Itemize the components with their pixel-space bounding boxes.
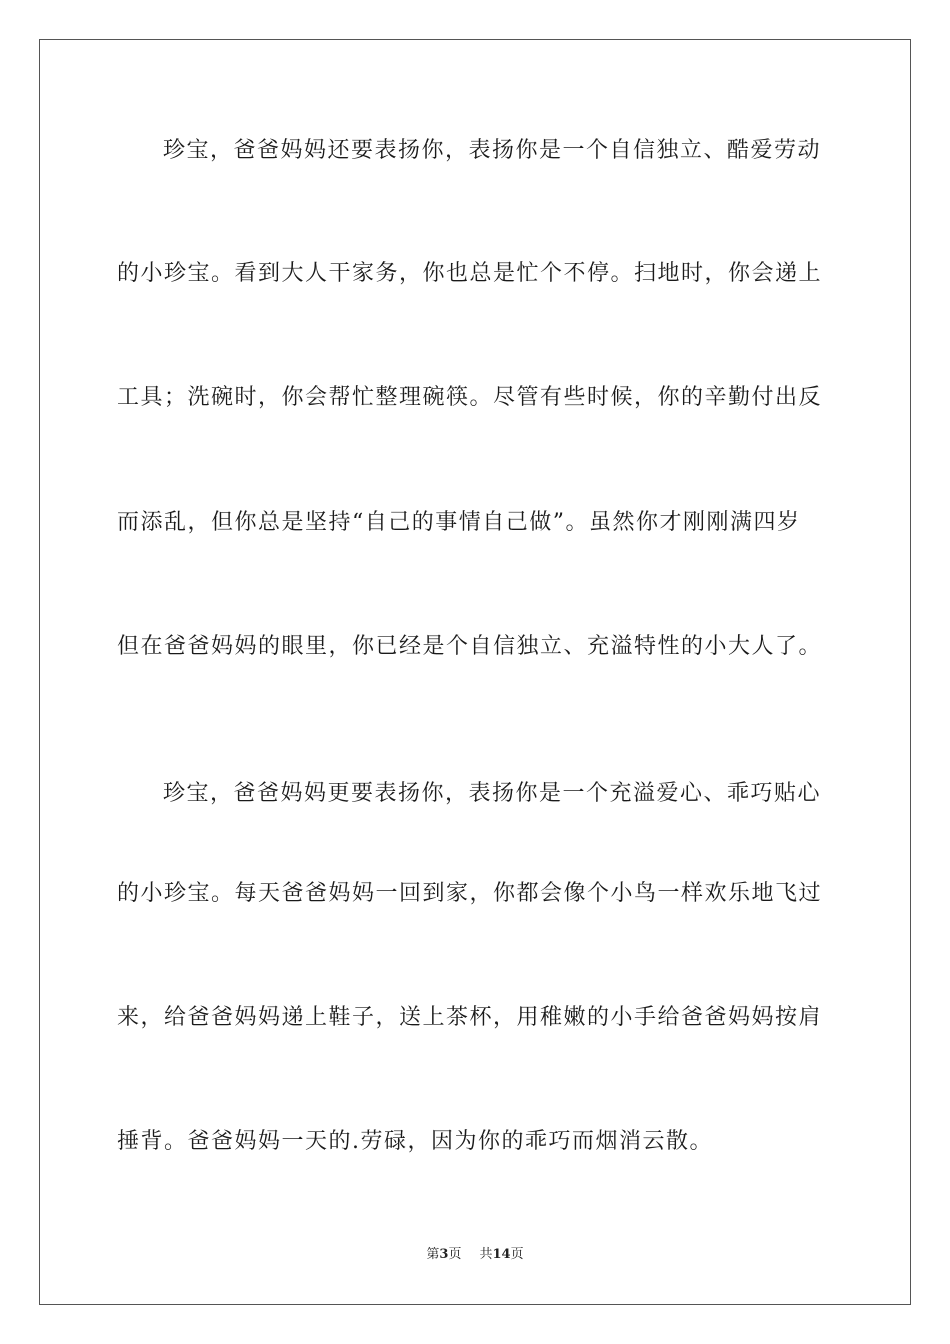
paragraph-line: 珍宝，爸爸妈妈还要表扬你，表扬你是一个自信独立、酷爱劳动 [163,138,822,163]
paragraph-line: 的小珍宝。看到大人干家务，你也总是忙个不停。扫地时，你会递上 [117,261,823,286]
page-footer [0,1246,950,1264]
paragraph-line: 来，给爸爸妈妈递上鞋子，送上茶杯，用稚嫩的小手给爸爸妈妈按肩 [117,1005,823,1030]
paragraph-line: 的小珍宝。每天爸爸妈妈一回到家，你都会像个小鸟一样欢乐地飞过 [117,881,823,906]
total-pages: 14 [492,1247,511,1262]
page-border [39,39,911,1305]
page-number: 3 [439,1247,449,1262]
paragraph-line: 珍宝，爸爸妈妈更要表扬你，表扬你是一个充溢爱心、乖巧贴心 [163,781,822,806]
paragraph-line: 工具；洗碗时，你会帮忙整理碗筷。尽管有些时候，你的辛勤付出反 [117,385,823,410]
paragraph-line: 捶背。爸爸妈妈一天的.劳碌，因为你的乖巧而烟消云散。 [117,1129,713,1154]
page-prefix: 第 [426,1247,440,1262]
paragraph-line: 但在爸爸妈妈的眼里，你已经是个自信独立、充溢特性的小大人了。 [117,634,823,659]
total-suffix: 页 [510,1247,524,1262]
total-prefix: 共 [479,1247,493,1262]
paragraph-line: 而添乱，但你总是坚持“自己的事情自己做”。虽然你才刚刚满四岁 [117,510,801,535]
page-suffix: 页 [448,1247,462,1262]
